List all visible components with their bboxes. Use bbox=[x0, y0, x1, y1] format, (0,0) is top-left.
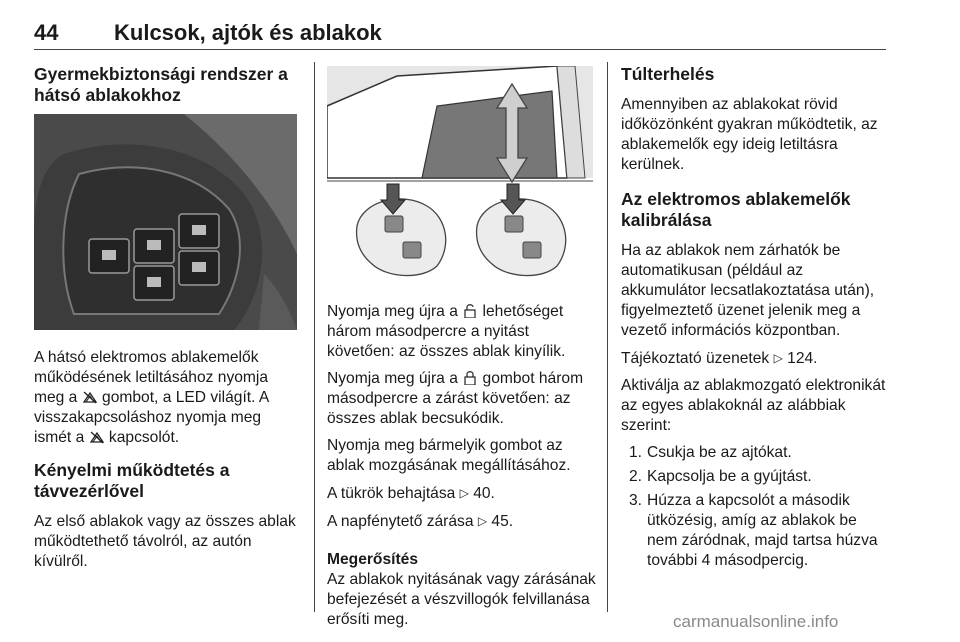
ref-arrow-icon: ▷ bbox=[477, 514, 488, 528]
header-rule bbox=[34, 49, 886, 50]
step-number: 2. bbox=[629, 468, 643, 485]
info-messages-reference bbox=[621, 348, 891, 369]
text-span: lehetőséget három másodpercre a nyitást követően: az összes ablak kinyílik. bbox=[327, 303, 566, 360]
column-3 bbox=[621, 64, 891, 575]
text-line: A hátsó elektromos ablakemelők bbox=[34, 349, 259, 366]
text-span: Nyomja meg újra a bbox=[327, 370, 463, 387]
activate-paragraph: Aktiválja az ablakmozgató elektronikát az egyes ablakoknál az alábbiak szerint: bbox=[621, 377, 886, 434]
text-span: 40. bbox=[468, 485, 495, 502]
door-switch-illustration bbox=[34, 114, 297, 330]
lock-paragraph bbox=[327, 369, 597, 429]
section-heading-overload: Túlterhelés bbox=[621, 64, 715, 84]
steps-list bbox=[621, 443, 891, 571]
stop-paragraph: Nyomja meg bármelyik gombot az ablak mozgásának megállításához. bbox=[327, 437, 571, 474]
unlock-icon bbox=[462, 304, 478, 318]
text-line: kapcsolót. bbox=[104, 429, 180, 446]
text-span: Tájékoztató üzenetek bbox=[621, 350, 774, 367]
step-text: Húzza a kapcsolót a második ütközésig, amíg az ablakok be nem záródnak, majd tartsa húzva további 4 másodpercig. bbox=[647, 492, 878, 569]
list-item bbox=[621, 491, 891, 571]
section-heading-child-lock: Gyermekbiztonsági rendszer a hátsó ablakokhoz bbox=[34, 64, 288, 105]
ref-arrow-icon: ▷ bbox=[459, 486, 469, 500]
list-item bbox=[621, 467, 891, 487]
column-divider-2 bbox=[607, 62, 608, 612]
list-item bbox=[621, 443, 891, 463]
text-line: visszakapcsoláshoz nyomja meg bbox=[34, 409, 262, 426]
step-number: 1. bbox=[629, 444, 643, 461]
text-line: működésének letiltásához nyomja bbox=[34, 369, 269, 386]
text-span: Nyomja meg újra a bbox=[327, 303, 463, 320]
page-number: 44 bbox=[34, 20, 59, 45]
text-span: A tükrök behajtása bbox=[327, 485, 460, 502]
child-lock-icon bbox=[82, 390, 98, 404]
remote-paragraph: Az első ablakok vagy az összes ablak működtethető távolról, az autón kívülről. bbox=[34, 513, 296, 570]
window-key-illustration bbox=[327, 66, 593, 282]
text-span: 124. bbox=[782, 350, 818, 367]
column-2 bbox=[327, 64, 597, 637]
unlock-paragraph bbox=[327, 302, 597, 362]
step-text: Kapcsolja be a gyújtást. bbox=[647, 468, 812, 485]
watermark: carmanualsonline.info bbox=[673, 612, 839, 631]
mirror-reference bbox=[327, 483, 597, 504]
confirmation-paragraph: Az ablakok nyitásának vagy zárásának befejezését a vészvillogók felvillanása erősíti meg. bbox=[327, 571, 596, 628]
child-lock-icon bbox=[89, 430, 105, 444]
step-text: Csukja be az ajtókat. bbox=[647, 444, 792, 461]
section-heading-calibration: Az elektromos ablakemelők kalibrálása bbox=[621, 189, 851, 230]
child-lock-paragraph bbox=[34, 348, 302, 448]
chapter-title: Kulcsok, ajtók és ablakok bbox=[114, 20, 382, 45]
text-line: meg a bbox=[34, 389, 82, 406]
confirmation-subhead: Megerősítés bbox=[327, 551, 418, 568]
section-heading-remote: Kényelmi működtetés a távvezérlővel bbox=[34, 460, 230, 501]
text-span: 45. bbox=[487, 513, 514, 530]
text-line: gombot, a LED világít. A bbox=[97, 389, 270, 406]
lock-icon bbox=[462, 371, 478, 385]
page-header bbox=[34, 20, 886, 50]
step-number: 3. bbox=[629, 492, 643, 509]
column-divider-1 bbox=[314, 62, 315, 612]
overload-paragraph: Amennyiben az ablakokat rövid időközönként gyakran működtetik, az ablakemelők egy ideig letiltásra kerülnek. bbox=[621, 96, 878, 173]
text-line: ismét a bbox=[34, 429, 89, 446]
text-span: gombot három másodpercre a zárást követően: az összes ablak becsukódik. bbox=[327, 370, 584, 427]
column-1 bbox=[34, 64, 302, 579]
calibration-paragraph: Ha az ablakok nem zárhatók be automatikusan (például az akkumulátor lecsatlakoztatása után), figyelmeztető üzenet jelenik meg a vezető információs központban. bbox=[621, 242, 875, 339]
sunroof-reference bbox=[327, 511, 597, 532]
text-span: A napfénytető zárása bbox=[327, 513, 478, 530]
ref-arrow-icon: ▷ bbox=[773, 351, 783, 365]
